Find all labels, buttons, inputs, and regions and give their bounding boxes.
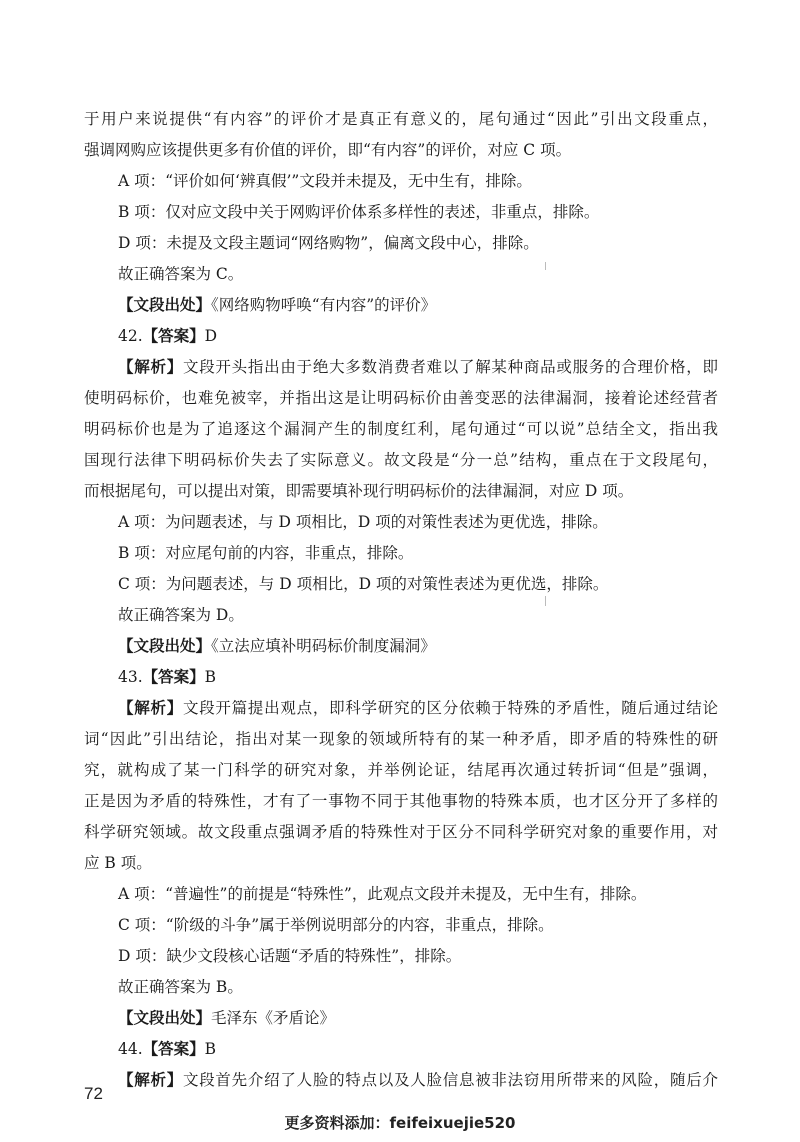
answer-tag: 【答案】 <box>142 668 205 686</box>
source-text: 《立法应填补明码标价制度漏洞》 <box>211 637 436 655</box>
answer-value: B <box>204 1040 217 1058</box>
page-body <box>84 104 718 1096</box>
paragraph-line: 于用户来说提供“有内容”的评价才是真正有意义的，尾句通过“因此”引出文段重点， <box>84 110 718 128</box>
analysis-text: 文段首先介绍了人脸的特点以及人脸信息被非法窃用所带来的风险，随后介 <box>182 1071 718 1089</box>
source-tag: 【文段出处】 <box>118 1009 212 1027</box>
scan-artifact <box>545 262 546 270</box>
analysis-tag: 【解析】 <box>118 699 183 717</box>
analysis-line: 应 B 项。 <box>84 854 152 872</box>
analysis-line <box>84 693 718 724</box>
analysis-line: 国现行法律下明码标价失去了实际意义。故文段是“分一总”结构，重点在于文段尾句， <box>84 451 718 469</box>
conclusion-line: 故正确答案为 B。 <box>118 978 243 996</box>
answer-line <box>84 1034 718 1065</box>
answer-tag: 【答案】 <box>142 1040 205 1058</box>
option-line: C 项：为问题表述，与 D 项相比，D 项的对策性表述为更优选，排除。 <box>118 575 609 593</box>
analysis-tag: 【解析】 <box>118 1071 183 1089</box>
footer-note: 更多资料添加：feifeixuejie520 <box>284 1114 516 1132</box>
option-line: B 项：仅对应文段中关于网购评价体系多样性的表述，非重点，排除。 <box>118 203 600 221</box>
scan-artifact <box>545 596 546 606</box>
question-number: 42. <box>118 327 143 345</box>
analysis-line <box>84 352 718 383</box>
answer-line <box>84 662 718 693</box>
conclusion-line: 故正确答案为 C。 <box>118 265 244 283</box>
source-line <box>84 290 718 321</box>
answer-value: B <box>204 668 217 686</box>
paragraph-line: 强调网购应该提供更多有价值的评价，即“有内容”的评价，对应 C 项。 <box>84 141 572 159</box>
analysis-line <box>84 1065 718 1096</box>
source-tag: 【文段出处】 <box>118 296 212 314</box>
option-line: D 项：未提及文段主题词“网络购物”，偏离文段中心，排除。 <box>118 234 539 252</box>
option-line: D 项：缺少文段核心话题“矛盾的特殊性”，排除。 <box>118 947 462 965</box>
option-line: B 项：对应尾句前的内容，非重点，排除。 <box>118 544 414 562</box>
analysis-line: 究，就构成了某一门科学的研究对象，并举例论证，结尾再次通过转折词“但是”强调， <box>84 761 718 779</box>
analysis-text: 文段开头指出由于绝大多数消费者难以了解某种商品或服务的合理价格，即 <box>182 358 718 376</box>
option-line: C 项：“阶级的斗争”属于举例说明部分的内容，非重点，排除。 <box>118 916 554 934</box>
question-number: 44. <box>118 1040 143 1058</box>
answer-line <box>84 321 718 352</box>
analysis-line: 明码标价也是为了追逐这个漏洞产生的制度红利，尾句通过“可以说”总结全文，指出我 <box>84 420 718 438</box>
analysis-line: 词“因此”引出结论，指出对某一现象的领域所特有的某一种矛盾，即矛盾的特殊性的研 <box>84 730 718 748</box>
analysis-line: 而根据尾句，可以提出对策，即需要填补现行明码标价的法律漏洞，对应 D 项。 <box>84 482 634 500</box>
source-text: 《网络购物呼唤“有内容”的评价》 <box>211 296 437 314</box>
analysis-line: 正是因为矛盾的特殊性，才有了一事物不同于其他事物的特殊本质，也才区分开了多样的 <box>84 792 718 810</box>
page-number: 72 <box>84 1084 103 1103</box>
conclusion-line: 故正确答案为 D。 <box>118 606 244 624</box>
question-number: 43. <box>118 668 143 686</box>
source-line <box>84 1003 718 1034</box>
analysis-text: 文段开篇提出观点，即科学研究的区分依赖于特殊的矛盾性，随后通过结论 <box>182 699 718 717</box>
source-text: 毛泽东《矛盾论》 <box>211 1009 336 1027</box>
option-line: A 项：“普遍性”的前提是“特殊性”，此观点文段并未提及，无中生有，排除。 <box>118 885 647 903</box>
analysis-line: 使明码标价，也难免被宰，并指出这是让明码标价由善变恶的法律漏洞，接着论述经营者 <box>84 389 718 407</box>
analysis-tag: 【解析】 <box>118 358 183 376</box>
analysis-line: 科学研究领域。故文段重点强调矛盾的特殊性对于区分不同科学研究对象的重要作用，对 <box>84 823 718 841</box>
source-line <box>84 631 718 662</box>
option-line: A 项：“评价如何‘辨真假’”文段并未提及，无中生有，排除。 <box>118 172 532 190</box>
source-tag: 【文段出处】 <box>118 637 212 655</box>
option-line: A 项：为问题表述，与 D 项相比，D 项的对策性表述为更优选，排除。 <box>118 513 608 531</box>
answer-value: D <box>204 327 218 345</box>
answer-tag: 【答案】 <box>142 327 205 345</box>
